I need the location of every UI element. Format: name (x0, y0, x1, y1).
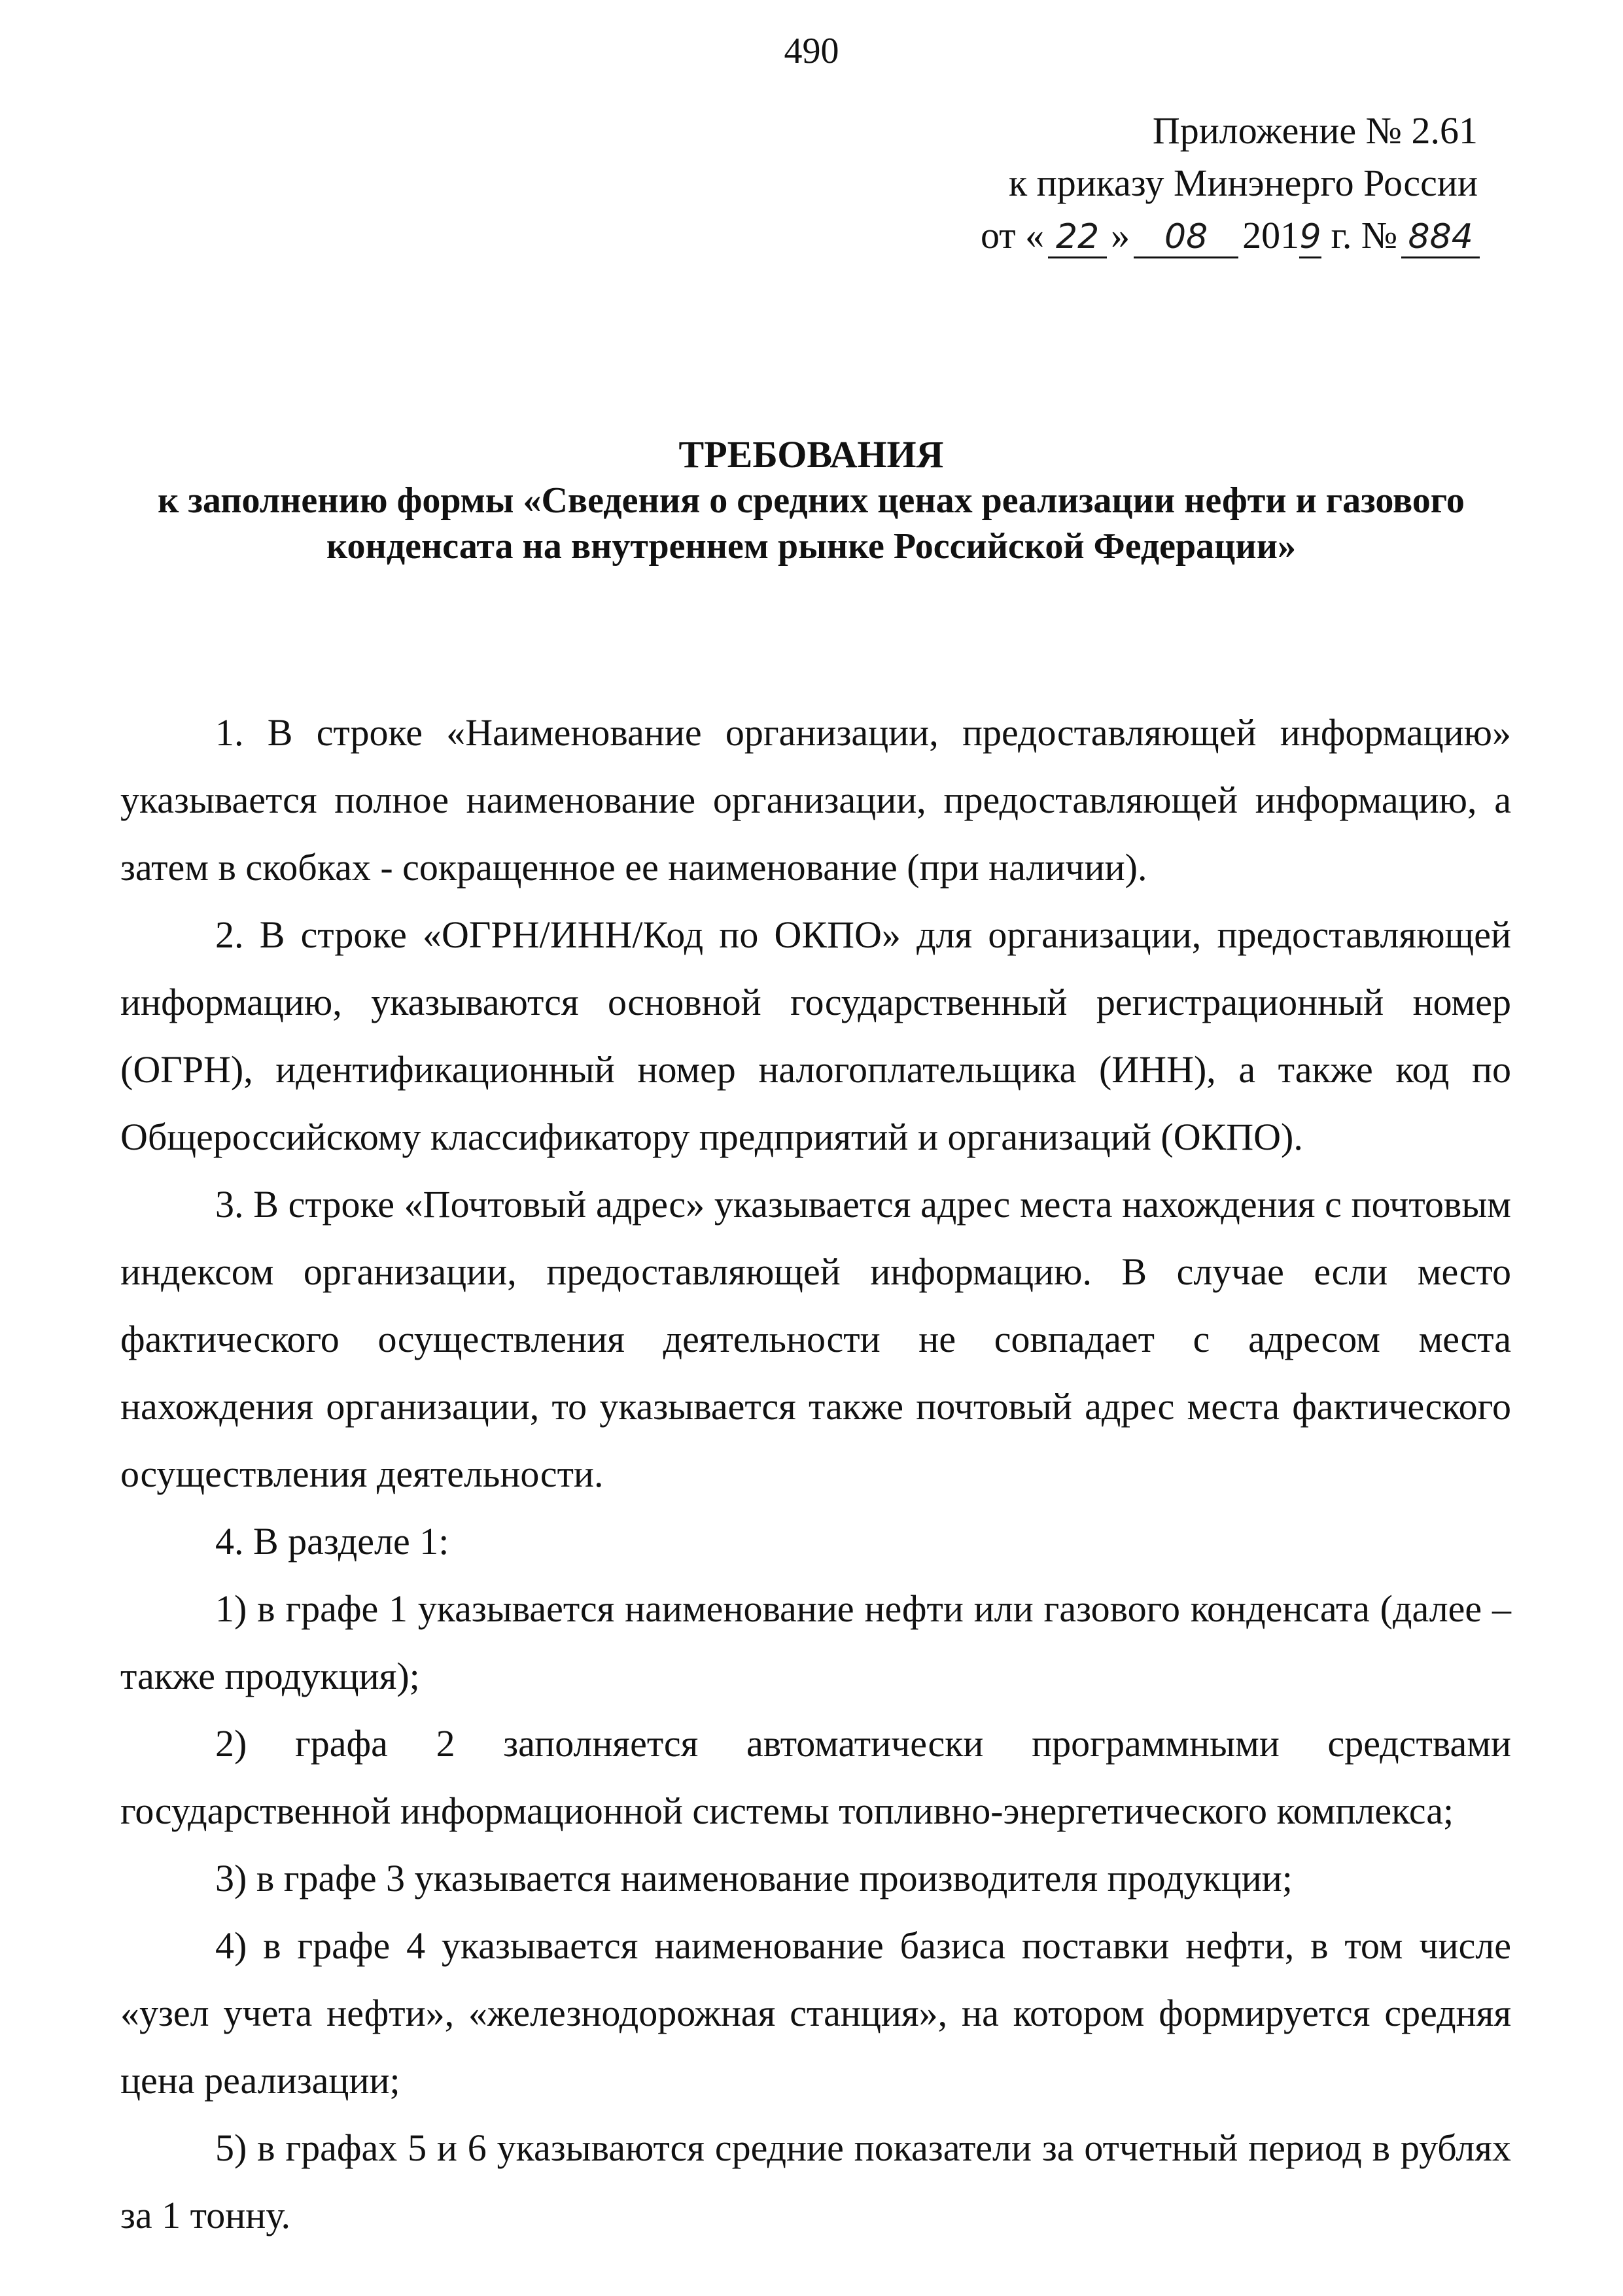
paragraph-3: 3. В строке «Почтовый адрес» указывается адрес места нахождения с почтовым индексом организации, предоставляющей информацию. В случае если место фактического осуществления деятельности не совпадает с адресом места нахождения организации, то указывается также почтовый адрес места фактического осуществления деятельности. (120, 1183, 1511, 1495)
appendix-title: Приложение № 2.61 (1152, 109, 1478, 152)
document-body (120, 699, 1511, 2249)
paragraph-2: 2. В строке «ОГРН/ИНН/Код по ОКПО» для организации, предоставляющей информацию, указываются основной государственный регистрационный номер (ОГРН), идентификационный номер налогоплательщика (ИНН), а также код по Общероссийскому классификатору предприятий и организаций (ОКПО). (120, 913, 1511, 1158)
page-number: 490 (784, 31, 839, 71)
paragraph-4-item-5: 5) в графах 5 и 6 указываются средние показатели за отчетный период в рублях за 1 тонну. (120, 2127, 1511, 2236)
title-subtitle-line1: к заполнению формы «Сведения о средних ценах реализации нефти и газового (158, 480, 1465, 521)
paragraph-4-item-1: 1) в графе 1 указывается наименование нефти или газового конденсата (далее – также продукция); (120, 1587, 1511, 1697)
handwritten-order-number: 884 (1401, 217, 1480, 258)
date-day-close: » (1111, 214, 1130, 256)
title-heading: ТРЕБОВАНИЯ (678, 433, 944, 476)
appendix-order-reference: к приказу Минэнерго России (1009, 162, 1478, 204)
appendix-header (981, 105, 1478, 262)
date-prefix: от « (981, 214, 1045, 256)
handwritten-month: 08 (1134, 217, 1238, 258)
paragraph-4: 4. В разделе 1: (215, 1520, 449, 1563)
appendix-date-line (981, 209, 1478, 262)
year-suffix: г. № (1321, 214, 1398, 256)
paragraph-4-item-4: 4) в графе 4 указывается наименование базиса поставки нефти, в том числе «узел учета нефти», «железнодорожная станция», на котором формируется средняя цена реализации; (120, 1924, 1511, 2102)
paragraph-4-item-3: 3) в графе 3 указывается наименование производителя продукции; (215, 1857, 1293, 1899)
paragraph-1: 1. В строке «Наименование организации, предоставляющей информацию» указывается полное наименование организации, предоставляющей информацию, а затем в скобках - сокращенное ее наименование (при наличии). (120, 711, 1511, 889)
title-subtitle-line2: конденсата на внутреннем рынке Российской Федерации» (326, 526, 1296, 567)
handwritten-year-digit: 9 (1299, 217, 1321, 258)
document-title (98, 432, 1524, 569)
paragraph-4-item-2: 2) графа 2 заполняется автоматически программными средствами государственной информационной системы топливно-энергетического комплекса; (120, 1722, 1511, 1832)
handwritten-day: 22 (1048, 217, 1107, 258)
year-prefix: 201 (1242, 214, 1300, 256)
